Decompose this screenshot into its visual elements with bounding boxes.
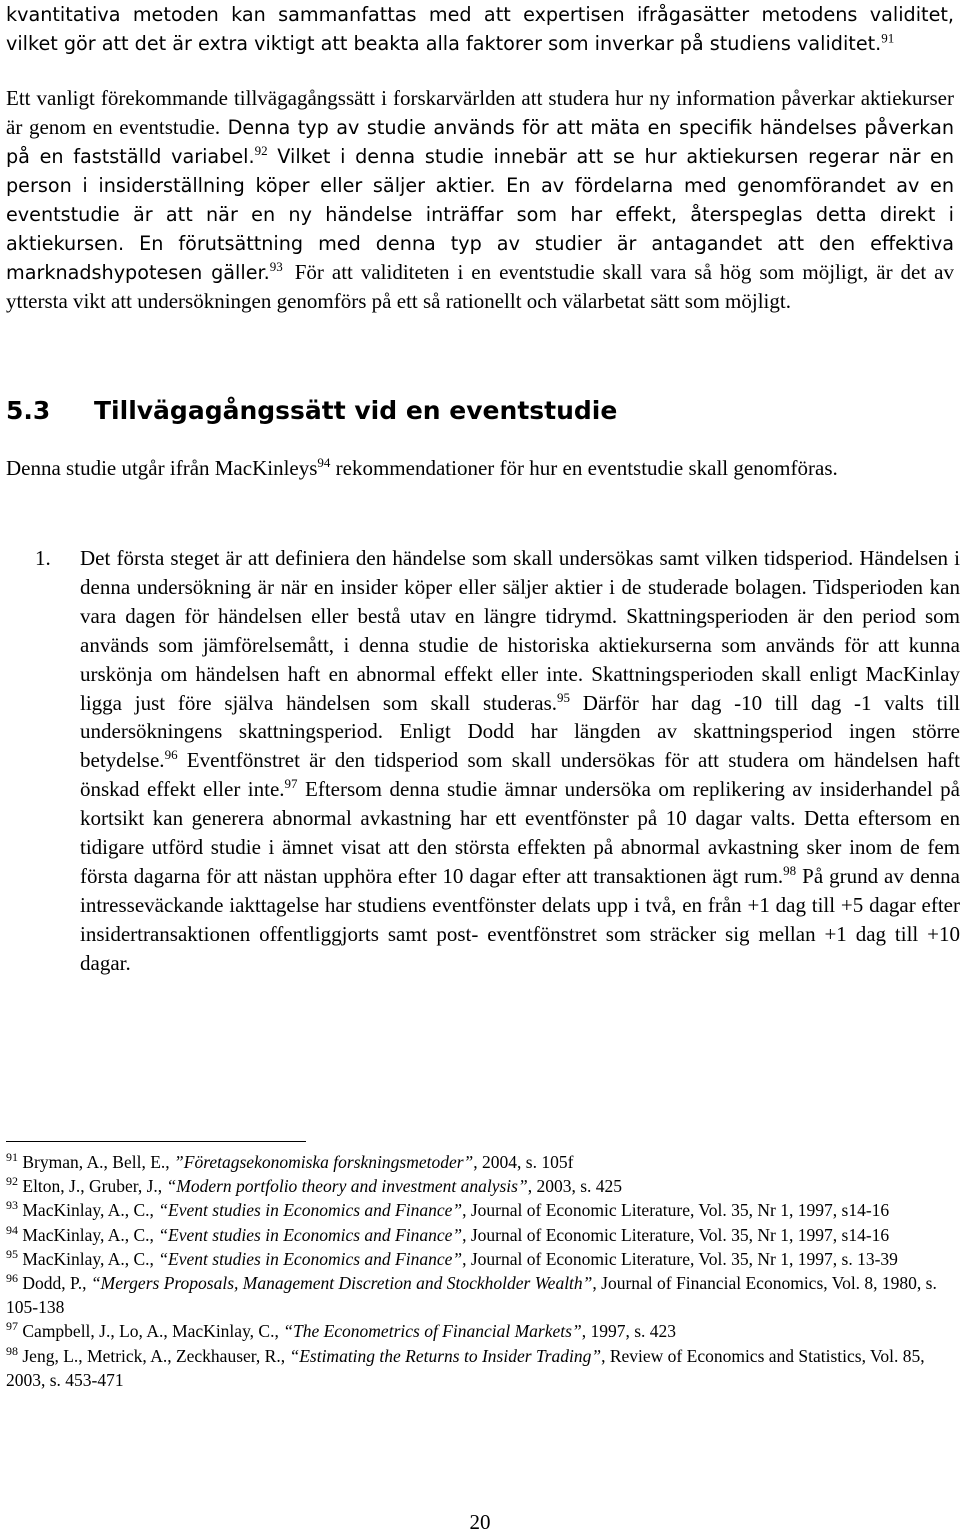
footnote-text: , 2003, s. 425	[527, 1176, 623, 1197]
footnote-title: “Event studies in Economics and Finance”	[158, 1200, 463, 1221]
footnote-title: ”Företagsekonomiska forskningsmetoder”	[174, 1152, 474, 1172]
footnote-number: 97	[6, 1319, 18, 1334]
footnote-text: Dodd, P.,	[22, 1273, 91, 1294]
footnote-number: 92	[6, 1174, 18, 1189]
footnote-item	[6, 1174, 954, 1198]
footnote-text: MacKinlay, A., C.,	[22, 1224, 159, 1245]
list-number: 1.	[35, 546, 51, 570]
footnote-number: 94	[6, 1222, 18, 1237]
list-text: Därför har dag -10 till dag -1 valts till undersökningens skattningsperiod. Enligt Dodd har längden av skattningsperiod ingen större betydelse.	[80, 690, 960, 773]
footnote-text: , Journal of Economic Literature, Vol. 35, Nr 1, 1997, s14-16	[462, 1200, 890, 1221]
footnote-item	[6, 1223, 954, 1247]
footnote-item	[6, 1247, 954, 1271]
footnote-ref-94: 94	[317, 455, 331, 470]
section-heading	[6, 396, 617, 425]
footnote-text: , Journal of Economic Literature, Vol. 35, Nr 1, 1997, s. 13-39	[462, 1248, 898, 1269]
list-text: Eventfönstret är den tidsperiod som skall undersökas för att studera om händelsen haft önskad effekt eller inte.	[80, 748, 960, 802]
list-text: Det första steget är att definiera den händelse som skall undersökas samt vilken tidsperiod. Händelsen i denna undersökning är när en insider köper eller säljer aktier i de studerade bolagen. Tidsperioden kan vara dagen för händelsen eller bestå utav en längre tidrymd. Skattningsperioden är den period som används som jämförelsemått, i denna studie de historiska aktiekurserna som används för att kunna urskönja om händelsen haft en abnormal effekt eller inte. Skattningsperioden skall enligt MacKinlay ligga just före själva händelsen som skall studeras.	[80, 546, 960, 715]
footnote-ref-98: 98	[783, 862, 797, 878]
footnote-title: “The Econometrics of Financial Markets”	[283, 1321, 582, 1342]
list-text: På grund av denna intresseväckande iakttagelse har studiens eventfönster delats upp i två, en från +1 dag till +5 dagar efter insidertransaktionen offentliggjorts samt post- eventfönstret som sträcker sig mellan +1 dag till +10 dagar.	[80, 863, 960, 975]
footnote-text: Bryman, A., Bell, E.,	[22, 1152, 175, 1172]
list-item	[6, 544, 960, 978]
footnote-number: 91	[6, 1150, 18, 1165]
footnote-ref-97: 97	[284, 776, 298, 792]
paragraph-text: Ett vanligt förekommande tillvägagångssätt i forskarvärlden att studera hur ny information påverkar aktiekurser är genom en eventstudie.	[6, 86, 954, 139]
page-number: 20	[469, 1510, 491, 1534]
footnote-text: , Journal of Economic Literature, Vol. 35, Nr 1, 1997, s14-16	[462, 1224, 890, 1245]
footnote-text: Jeng, L., Metrick, A., Zeckhauser, R.,	[22, 1345, 290, 1366]
footnote-number: 96	[6, 1271, 18, 1286]
footnote-ref-92: 92	[254, 143, 268, 158]
footnote-number: 98	[6, 1343, 18, 1358]
paragraph-text: kvantitativa metoden kan sammanfattas med att expertisen ifrågasätter metodens validitet, vilket gör att det är extra viktigt att beakta alla faktorer som inverkar på studiens validitet.	[6, 3, 954, 55]
footnote-number: 93	[6, 1198, 18, 1213]
footnote-text: , 2004, s. 105f	[473, 1152, 574, 1172]
footnote-item	[6, 1150, 954, 1174]
footnote-ref-91: 91	[881, 30, 895, 46]
footnote-text: Campbell, J., Lo, A., MacKinlay, C.,	[22, 1321, 284, 1342]
footnote-ref-95: 95	[557, 689, 571, 705]
paragraph-text: Vilket i denna studie innebär att se hur aktiekursen regerar när en person i insiderställning köper eller säljer aktier. En av fördelarna med genomförandet av en eventstudie är att när en ny händelse inträffar som har effekt, återspeglas detta direkt i aktiekursen. En förutsättning med denna typ av studier är antagandet att den effektiva marknadshypotesen gäller.	[6, 145, 954, 284]
footnotes-list	[6, 1150, 954, 1392]
section-number: 5.3	[6, 396, 51, 425]
footnote-title: “Mergers Proposals, Management Discretion and Stockholder Wealth”	[90, 1273, 593, 1294]
footnote-title: “Estimating the Returns to Insider Trading”	[289, 1345, 602, 1366]
footnote-item	[6, 1319, 954, 1343]
footnote-text: , 1997, s. 423	[581, 1321, 676, 1342]
paragraph-event-study	[6, 84, 954, 316]
footnote-number: 95	[6, 1246, 18, 1261]
section-title: Tillvägagångssätt vid en eventstudie	[94, 396, 618, 425]
paragraph-text: Denna typ av studie används för att mäta en specifik händelses påverkan på en fastställd variabel.	[6, 116, 954, 168]
footnote-separator	[6, 1141, 306, 1142]
footnote-ref-96: 96	[164, 747, 178, 763]
footnote-title: “Modern portfolio theory and investment analysis”	[166, 1176, 528, 1197]
footnote-title: “Event studies in Economics and Finance”	[158, 1224, 463, 1245]
footnote-item	[6, 1344, 954, 1392]
footnote-text: , Review of Economics and Statistics, Vol. 85, 2003, s. 453-471	[6, 1345, 925, 1390]
footnote-item	[6, 1198, 954, 1222]
list-text: Eftersom denna studie ämnar undersöka om replikering av insiderhandel på kortsikt kan generera abnormal avkastning har ett eventfönster på 10 dagar valts. Detta eftersom en tidigare utförd studie i ämnet visat att den största effekten på abnormal avkastning sker inom de fem första dagarna för att nästan upphöra efter 10 dagar efter att transaktionen ägt rum.	[80, 777, 960, 888]
paragraph-text: Denna studie utgår ifrån MacKinleys	[6, 456, 318, 480]
footnote-title: “Event studies in Economics and Finance”	[158, 1248, 463, 1269]
footnote-item	[6, 1271, 954, 1319]
footnote-text: MacKinlay, A., C.,	[22, 1200, 159, 1221]
footnote-ref-93: 93	[269, 259, 283, 274]
footnote-text: MacKinlay, A., C.,	[22, 1248, 159, 1269]
footnote-text: Elton, J., Gruber, J.,	[22, 1176, 167, 1197]
paragraph-validity	[6, 0, 954, 58]
paragraph-text: För att validiteten i en eventstudie skall vara så hög som möjligt, är det av yttersta vikt att undersökningen genomförs på ett så rationellt och välarbetat sätt som möjligt.	[6, 260, 954, 313]
list-item-text	[80, 544, 960, 978]
footnote-text: , Journal of Financial Economics, Vol. 8, 1980, s. 105-138	[6, 1273, 937, 1318]
paragraph-text: rekommendationer för hur en eventstudie skall genomföras.	[330, 456, 838, 480]
paragraph-intro	[6, 454, 954, 483]
